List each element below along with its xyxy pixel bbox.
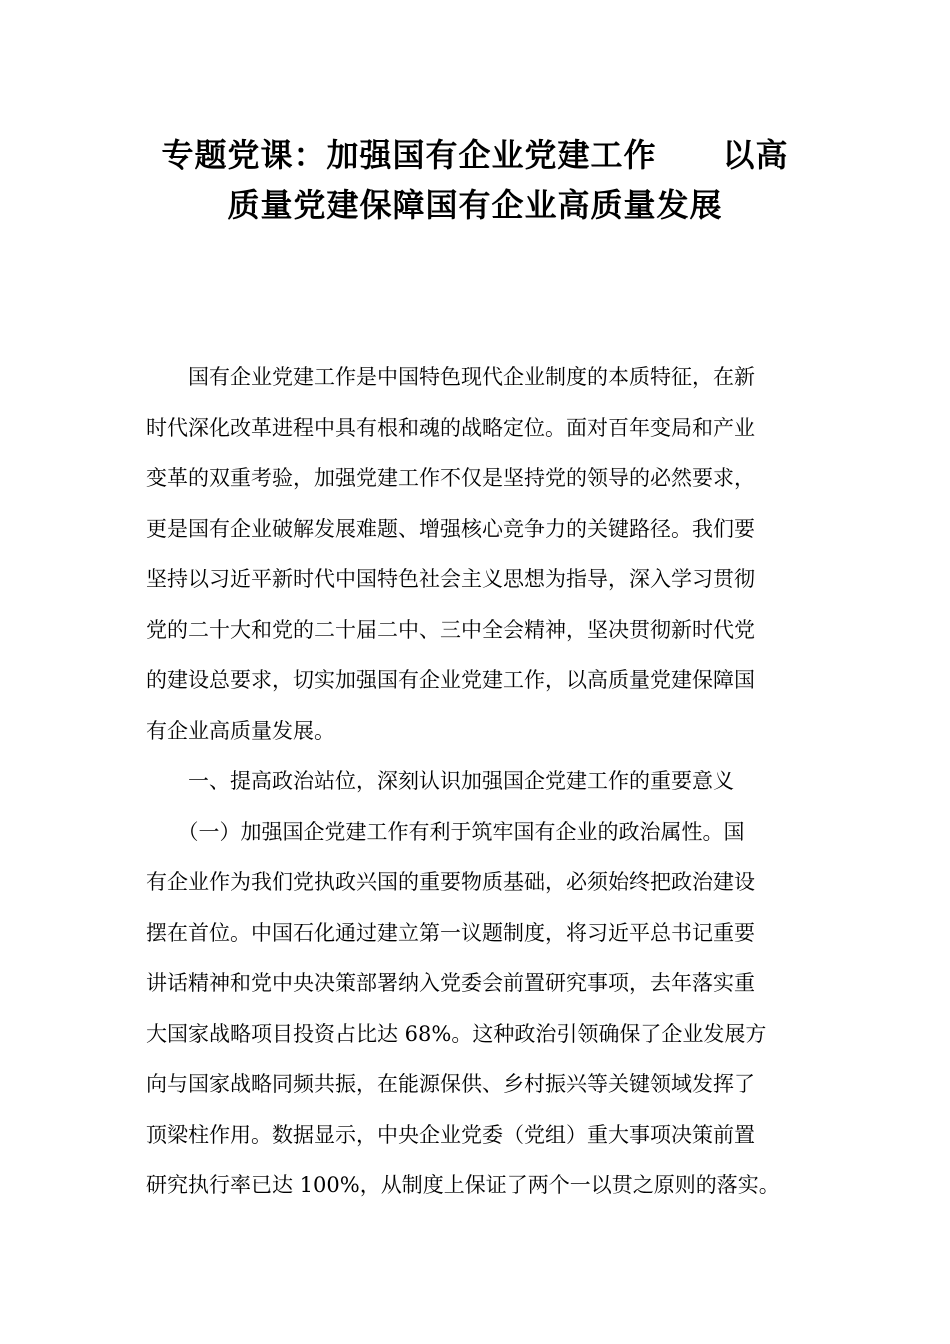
text-line: （一）加强国企党建工作有利于筑牢国有企业的政治属性。国 bbox=[146, 819, 745, 844]
section-heading bbox=[146, 756, 806, 807]
subsection-paragraph bbox=[146, 807, 806, 1211]
document-title bbox=[140, 130, 810, 230]
text-line: 讲话精神和党中央决策部署纳入党委会前置研究事项，去年落实重 bbox=[146, 971, 755, 995]
text-line: 变革的双重考验，加强党建工作不仅是坚持党的领导的必然要求， bbox=[146, 466, 755, 490]
text-line: 的建设总要求，切实加强国有企业党建工作，以高质量党建保障国 bbox=[146, 668, 755, 692]
text-line: 研究执行率已达 100%，从制度上保证了两个一以贯之原则的落实。 bbox=[146, 1173, 780, 1197]
intro-paragraph bbox=[146, 352, 806, 756]
text-line: 摆在首位。中国石化通过建立第一议题制度，将习近平总书记重要 bbox=[146, 920, 755, 945]
text-line: 有企业作为我们党执政兴国的重要物质基础，必须始终把政治建设 bbox=[146, 870, 755, 894]
text-line: 大国家战略项目投资占比达 68%。这种政治引领确保了企业发展方 bbox=[146, 1021, 767, 1046]
text-line: 顶梁柱作用。数据显示，中央企业党委（党组）重大事项决策前置 bbox=[146, 1122, 755, 1147]
document-body bbox=[146, 352, 806, 1211]
text-line: 向与国家战略同频共振，在能源保供、乡村振兴等关键领域发挥了 bbox=[146, 1072, 755, 1096]
text-line: 坚持以习近平新时代中国特色社会主义思想为指导，深入学习贯彻 bbox=[146, 567, 755, 591]
text-line: 更是国有企业破解发展难题、增强核心竞争力的关键路径。我们要 bbox=[146, 516, 755, 541]
text-line: 时代深化改革进程中具有根和魂的战略定位。面对百年变局和产业 bbox=[146, 415, 755, 440]
text-line: 党的二十大和党的二十届二中、三中全会精神，坚决贯彻新时代党 bbox=[146, 617, 755, 642]
title-line: 质量党建保障国有企业高质量发展 bbox=[227, 186, 723, 224]
text-line: 有企业高质量发展。 bbox=[146, 718, 335, 743]
text-line: 国有企业党建工作是中国特色现代企业制度的本质特征，在新 bbox=[146, 365, 755, 389]
title-line: 专题党课：加强国有企业党建工作 以高 bbox=[161, 136, 789, 174]
text-line: 一、提高政治站位，深刻认识加强国企党建工作的重要意义 bbox=[146, 769, 734, 793]
